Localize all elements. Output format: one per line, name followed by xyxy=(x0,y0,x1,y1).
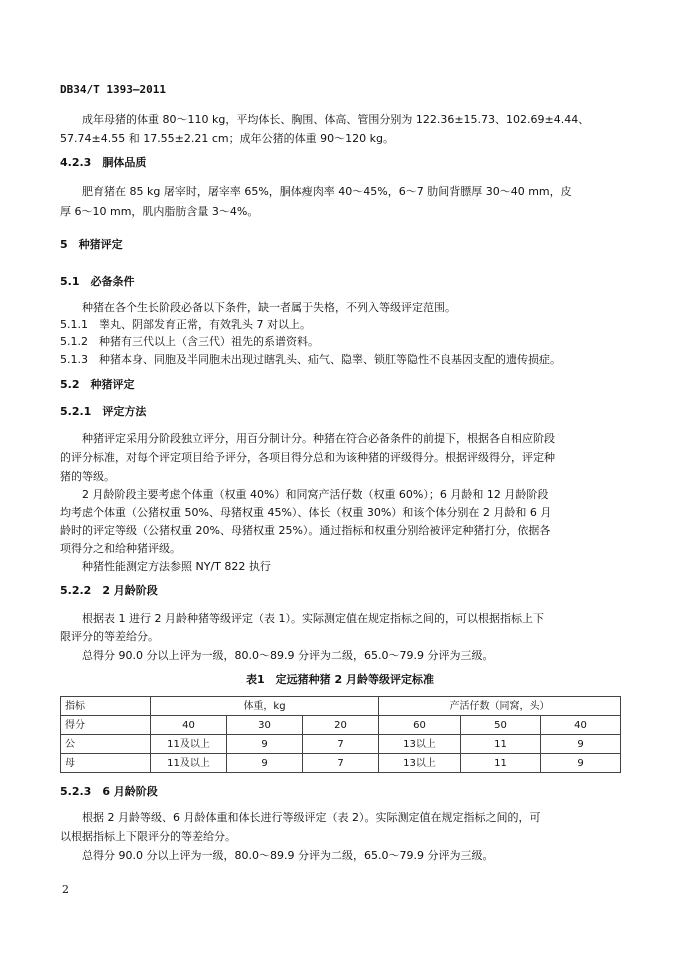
body-text-line: 2 月龄阶段主要考虑个体重（权重 40%）和同窝产活仔数（权重 60%）；6 月龄和 12 月龄阶段 xyxy=(82,488,549,501)
table-cell: 11 xyxy=(461,754,541,773)
grading-table xyxy=(60,696,621,773)
table-cell: 60 xyxy=(379,716,461,735)
body-text-line: 根据表 1 进行 2 月龄种猪等级评定（表 1）。实际测定值在规定指标之间的，可以根据指标上下 xyxy=(82,612,544,625)
body-text-line: 龄时的评定等级（公猪权重 20%、母猪权重 25%）。通过指标和权重分别给被评定种猪打分，依据各 xyxy=(60,524,551,537)
table-row xyxy=(61,735,621,754)
table-cell: 13以上 xyxy=(379,754,461,773)
table-cell: 40 xyxy=(541,716,621,735)
table-cell: 9 xyxy=(227,735,303,754)
clause-5-1-1: 5.1.1 睾丸、阴部发育正常，有效乳头 7 对以上。 xyxy=(60,318,311,331)
table-cell: 50 xyxy=(461,716,541,735)
body-text-line: 限评分的等差给分。 xyxy=(60,630,159,643)
table-cell: 13以上 xyxy=(379,735,461,754)
body-text-line: 猪的等级。 xyxy=(60,470,115,483)
table-cell: 20 xyxy=(303,716,379,735)
body-text-line: 项得分之和给种猪评级。 xyxy=(60,542,181,555)
table-cell: 9 xyxy=(541,754,621,773)
table-cell: 9 xyxy=(541,735,621,754)
clause-5-1-2: 5.1.2 种猪有三代以上（含三代）祖先的系谱资料。 xyxy=(60,335,319,348)
body-text-line: 种猪评定采用分阶段独立评分，用百分制计分。种猪在符合必备条件的前提下，根据各自相应阶段 xyxy=(82,432,555,445)
table-header-weight: 体重，kg xyxy=(151,697,379,716)
body-text-line: 以根据指标上下限评分的等差给分。 xyxy=(60,830,236,843)
body-text-line: 57.74±4.55 和 17.55±2.21 cm；成年公猪的体重 90～120 kg。 xyxy=(60,132,394,145)
section-heading-4-2-3: 4.2.3 胴体品质 xyxy=(60,156,147,169)
body-text-line: 根据 2 月龄等级、6 月龄体重和体长进行等级评定（表 2）。实际测定值在规定指标之间的，可 xyxy=(82,811,541,824)
table-caption: 表1 定远猪种猪 2 月龄等级评定标准 xyxy=(246,673,434,686)
body-text-line: 种猪在各个生长阶段必备以下条件，缺一者属于失格，不列入等级评定范围。 xyxy=(82,301,456,314)
body-text-line: 总得分 90.0 分以上评为一级，80.0～89.9 分评为二级，65.0～79.9 分评为三级。 xyxy=(82,849,494,862)
section-heading-5: 5 种猪评定 xyxy=(60,238,123,251)
table-cell: 30 xyxy=(227,716,303,735)
table-header-indicator: 指标 xyxy=(61,697,151,716)
document-id-header: DB34/T 1393—2011 xyxy=(60,83,166,96)
table-row xyxy=(61,716,621,735)
table-cell: 7 xyxy=(303,754,379,773)
body-text-line: 厚 6～10 mm，肌内脂肪含量 3～4%。 xyxy=(60,205,259,218)
page-number: 2 xyxy=(62,883,69,896)
table-cell: 11及以上 xyxy=(151,735,227,754)
section-heading-5-2-3: 5.2.3 6 月龄阶段 xyxy=(60,785,158,798)
table-header-litter: 产活仔数（同窝，头） xyxy=(379,697,621,716)
table-cell: 40 xyxy=(151,716,227,735)
section-heading-5-2-1: 5.2.1 评定方法 xyxy=(60,405,147,418)
body-text-line: 总得分 90.0 分以上评为一级，80.0～89.9 分评为二级，65.0～79.9 分评为三级。 xyxy=(82,649,494,662)
section-heading-5-2-2: 5.2.2 2 月龄阶段 xyxy=(60,584,158,597)
section-heading-5-1: 5.1 必备条件 xyxy=(60,275,135,288)
table-cell: 9 xyxy=(227,754,303,773)
table-cell: 得分 xyxy=(61,716,151,735)
table-header-row xyxy=(61,697,621,716)
body-text-line: 种猪性能测定方法参照 NY/T 822 执行 xyxy=(82,560,271,573)
table-cell: 公 xyxy=(61,735,151,754)
body-text-line: 均考虑个体重（公猪权重 50%、母猪权重 45%）、体长（权重 30%）和该个体分别在 2 月龄和 6 月 xyxy=(60,506,552,519)
body-text-line: 的评分标准，对每个评定项目给予评分，各项目得分总和为该种猪的评级得分。根据评级得分，评定种 xyxy=(60,451,555,464)
table-row xyxy=(61,754,621,773)
body-text-line: 成年母猪的体重 80～110 kg，平均体长、胸围、体高、管围分别为 122.36±15.73、102.69±4.44、 xyxy=(82,113,590,126)
table-cell: 11及以上 xyxy=(151,754,227,773)
clause-5-1-3: 5.1.3 种猪本身、同胞及半同胞未出现过瞎乳头、疝气、隐睾、锁肛等隐性不良基因支配的遗传损症。 xyxy=(60,353,561,366)
body-text-line: 肥育猪在 85 kg 屠宰时，屠宰率 65%，胴体瘦肉率 40～45%，6～7 肋间背膘厚 30～40 mm，皮 xyxy=(82,185,572,198)
section-heading-5-2: 5.2 种猪评定 xyxy=(60,378,135,391)
table-cell: 母 xyxy=(61,754,151,773)
table-cell: 11 xyxy=(461,735,541,754)
table-cell: 7 xyxy=(303,735,379,754)
